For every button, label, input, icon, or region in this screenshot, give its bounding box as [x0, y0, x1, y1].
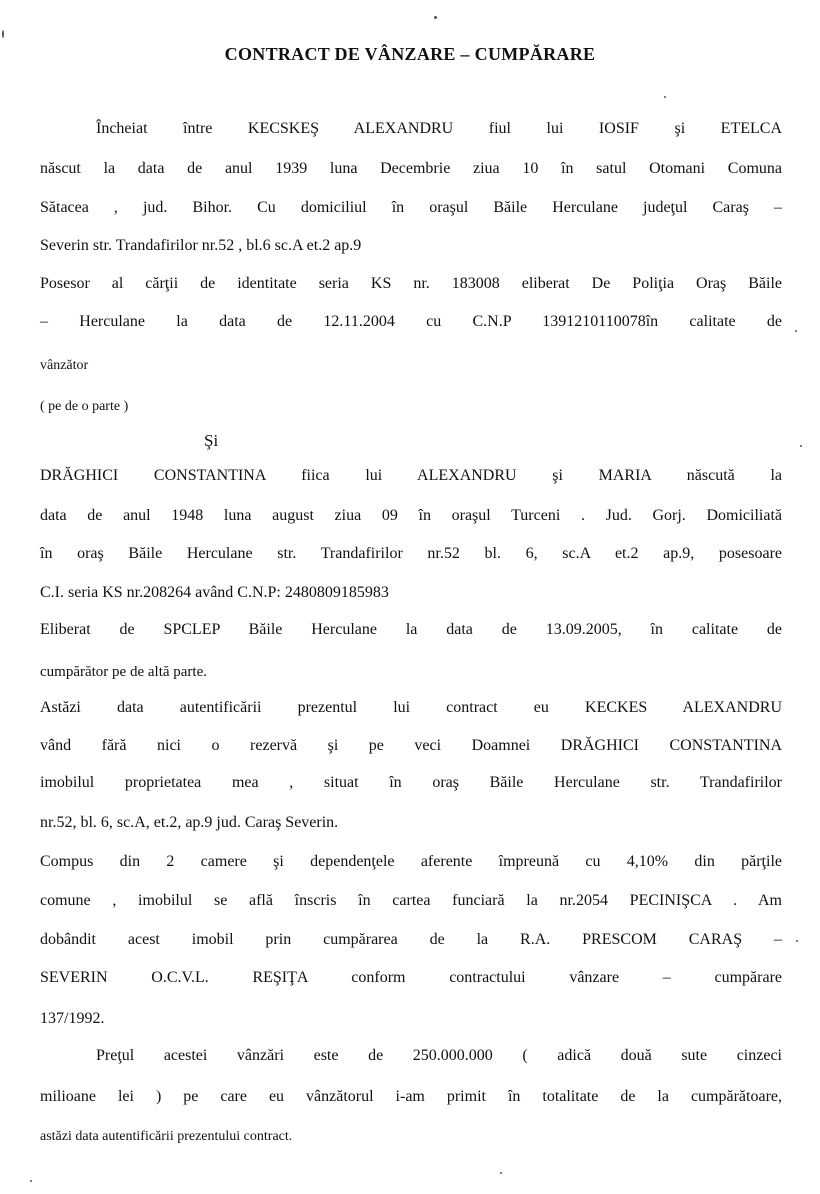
- scan-speck: [664, 96, 666, 98]
- text-line: născut la data de anul 1939 luna Decembrie ziua 10 în satul Otomani Comuna: [40, 160, 782, 177]
- text-line: comune , imobilul se află înscris în cartea funciară la nr.2054 PECINIŞCA . Am: [40, 892, 782, 909]
- text-line: imobilul proprietatea mea , situat în oraş Băile Herculane str. Trandafirilor: [40, 774, 782, 791]
- document-title: CONTRACT DE VÂNZARE – CUMPĂRARE: [224, 44, 596, 64]
- text-line: 137/1992.: [40, 1010, 105, 1027]
- text-line: Severin str. Trandafirilor nr.52 , bl.6 sc.A et.2 ap.9: [40, 237, 362, 254]
- text-line: Astăzi data autentificării prezentul lui contract eu KECKES ALEXANDRU: [40, 699, 782, 716]
- text-line: Eliberat de SPCLEP Băile Herculane la data de 13.09.2005, în calitate de: [40, 621, 782, 638]
- text-line: Posesor al cărţii de identitate seria KS nr. 183008 eliberat De Poliţia Oraş Băile: [40, 275, 782, 292]
- text-line: Sătacea , jud. Bihor. Cu domiciliul în oraşul Băile Herculane judeţul Caraş –: [40, 199, 782, 216]
- text-line: Preţul acestei vânzări este de 250.000.000 ( adică două sute cinzeci: [96, 1047, 782, 1064]
- text-line: ( pe de o parte ): [40, 399, 129, 414]
- text-line: Şi: [204, 431, 219, 450]
- scan-speck: [796, 940, 798, 942]
- text-line: vânzător: [40, 358, 89, 373]
- text-line: Încheiat între KECSKEŞ ALEXANDRU fiul lui IOSIF şi ETELCA: [96, 120, 782, 137]
- text-line: milioane lei ) pe care eu vânzătorul i-am primit în totalitate de la cumpărătoare,: [40, 1088, 782, 1105]
- text-line: vând fără nici o rezervă şi pe veci Doamnei DRĂGHICI CONSTANTINA: [40, 737, 782, 754]
- scan-speck: [500, 1172, 502, 1174]
- text-line: astăzi data autentificării prezentului contract.: [40, 1129, 293, 1144]
- text-line: SEVERIN O.C.V.L. REŞIŢA conform contractului vânzare – cumpărare: [40, 969, 782, 986]
- text-line: – Herculane la data de 12.11.2004 cu C.N.P 1391210110078în calitate de: [40, 313, 782, 330]
- scan-speck: [800, 445, 802, 447]
- scan-speck: [434, 16, 437, 19]
- text-line: cumpărător pe de altă parte.: [40, 664, 207, 680]
- text-line: Compus din 2 camere şi dependenţele aferente împreună cu 4,10% din părţile: [40, 853, 782, 870]
- scan-speck: [2, 30, 4, 38]
- text-line: DRĂGHICI CONSTANTINA fiica lui ALEXANDRU şi MARIA născută la: [40, 467, 782, 484]
- scan-speck: [795, 330, 797, 332]
- text-line: în oraş Băile Herculane str. Trandafirilor nr.52 bl. 6, sc.A et.2 ap.9, posesoare: [40, 545, 782, 562]
- text-line: C.I. seria KS nr.208264 având C.N.P: 2480809185983: [40, 584, 389, 601]
- text-line: dobândit acest imobil prin cumpărarea de la R.A. PRESCOM CARAŞ –: [40, 931, 782, 948]
- scan-speck: [30, 1180, 32, 1182]
- text-line: nr.52, bl. 6, sc.A, et.2, ap.9 jud. Caraş Severin.: [40, 814, 339, 831]
- text-line: data de anul 1948 luna august ziua 09 în oraşul Turceni . Jud. Gorj. Domiciliată: [40, 507, 782, 524]
